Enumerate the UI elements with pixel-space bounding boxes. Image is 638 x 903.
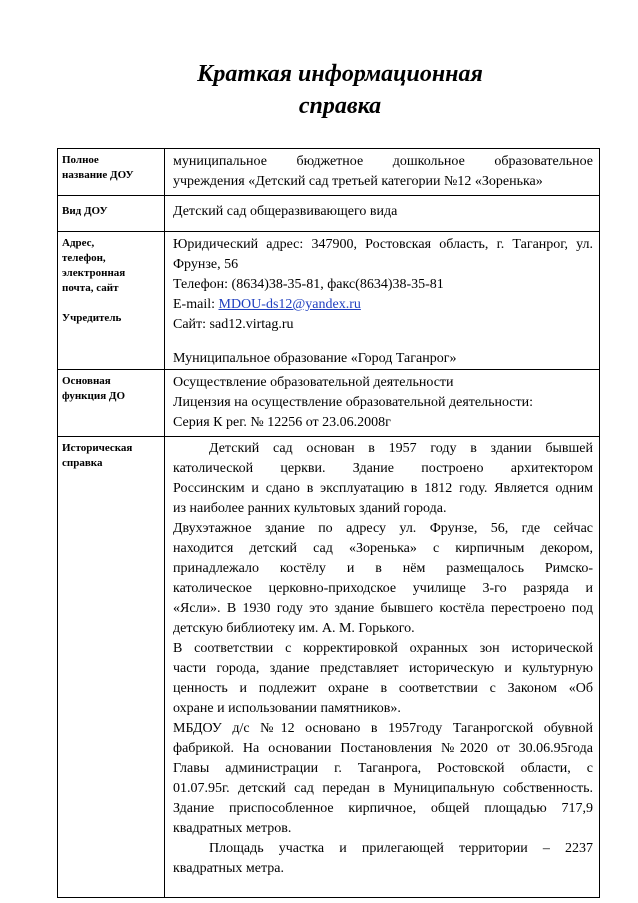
value-line: части города, здание представляет историческую и культурную: [173, 661, 593, 676]
value-line: католической церкви. Здание построено архитектором: [173, 461, 593, 476]
value-line: находится детский сад «Зоренька» с кирпичным декором,: [173, 541, 593, 556]
row-label-history: [58, 437, 165, 898]
value-line: Осуществление образовательной деятельности: [173, 375, 454, 390]
value-line: Фрунзе, 56: [173, 257, 239, 272]
value-line: принадлежало костёлу и в нём размещалось Римско-: [173, 561, 593, 576]
label-line: электронная: [62, 267, 126, 279]
title-line-2: справка: [298, 93, 382, 119]
email-link[interactable]: MDOU-ds12@yandex.ru: [218, 297, 361, 312]
email-label: E-mail:: [173, 297, 215, 312]
value-line: Детский сад общеразвивающего вида: [173, 204, 398, 219]
value-line: Здание приспособленное кирпичное, общей площадью 717,9: [173, 801, 593, 816]
table-row-type: [58, 196, 600, 232]
label-line: функция ДО: [62, 390, 126, 402]
table-row-main-function: [58, 370, 600, 437]
value-line: Лицензия на осуществление образовательной деятельности:: [173, 395, 534, 410]
value-line: муниципальное бюджетное дошкольное образовательное: [173, 154, 593, 169]
row-value-main-function: [165, 370, 600, 437]
row-label-contacts: [58, 232, 165, 370]
value-line: Россинским и сдано в эксплуатацию в 1812 году. Является одним: [173, 481, 593, 496]
label-line: Историческая: [62, 442, 133, 454]
label-line: название ДОУ: [62, 169, 134, 181]
row-label-main-function: [58, 370, 165, 437]
value-line: Площадь участка и прилегающей территории – 2237: [209, 841, 593, 856]
title-line-1: Краткая информационная: [197, 61, 483, 87]
value-line: Детский сад основан в 1957 году в здании бывшей: [209, 441, 593, 456]
label-line: Адрес,: [62, 237, 95, 249]
email-line: [173, 295, 593, 315]
value-line: ценность и подлежит охране в соответствии с Законом «Об: [173, 681, 593, 696]
value-line: Серия К рег. № 12256 от 23.06.2008г: [173, 415, 391, 430]
row-label-full-name: [58, 149, 165, 196]
founder-line: Муниципальное образование «Город Таганрог»: [173, 351, 457, 366]
value-line: МБДОУ д/с №12 основано в 1957году Таганрогской обувной: [173, 721, 593, 736]
label-line: справка: [62, 457, 103, 469]
row-label-type: [58, 196, 165, 232]
website-line: Сайт: sad12.virtag.ru: [173, 317, 294, 332]
row-value-type: [165, 196, 600, 232]
row-value-contacts: [165, 232, 600, 370]
value-line: католическое церковно-приходское училище 3-го разряда и: [173, 581, 593, 596]
value-line: 01.07.95г. детский сад передан в Муниципальную собственность.: [173, 781, 593, 796]
label-line: Основная: [62, 375, 111, 387]
label-line: Учредитель: [62, 312, 122, 324]
value-line: В соответствии с корректировкой охранных зон исторической: [173, 641, 593, 656]
value-line: Телефон: (8634)38-35-81, факс(8634)38-35-81: [173, 277, 444, 292]
table-row-history: [58, 437, 600, 898]
label-line: Вид ДОУ: [62, 205, 108, 217]
value-line: Главы администрации г. Таганрога, Ростовской области, с: [173, 761, 593, 776]
value-line: охране и использовании памятников».: [173, 701, 401, 716]
label-line: Полное: [62, 154, 99, 166]
label-line: почта, сайт: [62, 282, 119, 294]
info-table: [57, 148, 600, 898]
value-line: фабрикой. На основании Постановления №2020 от 30.06.95года: [173, 741, 593, 756]
table-row-full-name: [58, 149, 600, 196]
value-line: детскую библиотеку им. А. М. Горького.: [173, 621, 415, 636]
value-line: квадратных метров.: [173, 821, 292, 836]
row-value-full-name: [165, 149, 600, 196]
document-title: [140, 58, 540, 122]
value-line: квадратных метра.: [173, 861, 285, 876]
table-row-contacts: [58, 232, 600, 370]
value-line: Юридический адрес: 347900, Ростовская область, г. Таганрог, ул.: [173, 237, 593, 252]
row-value-history: [165, 437, 600, 898]
value-line: Двухэтажное здание по адресу ул. Фрунзе, 56, где сейчас: [173, 521, 593, 536]
value-line: учреждения «Детский сад третьей категории №12 «Зоренька»: [173, 174, 543, 189]
value-line: «Ясли». В 1930 году это здание бывшего костёла перестроено под: [173, 601, 593, 616]
value-line: из наиболее ранних культовых зданий города.: [173, 501, 447, 516]
label-line: телефон,: [62, 252, 106, 264]
